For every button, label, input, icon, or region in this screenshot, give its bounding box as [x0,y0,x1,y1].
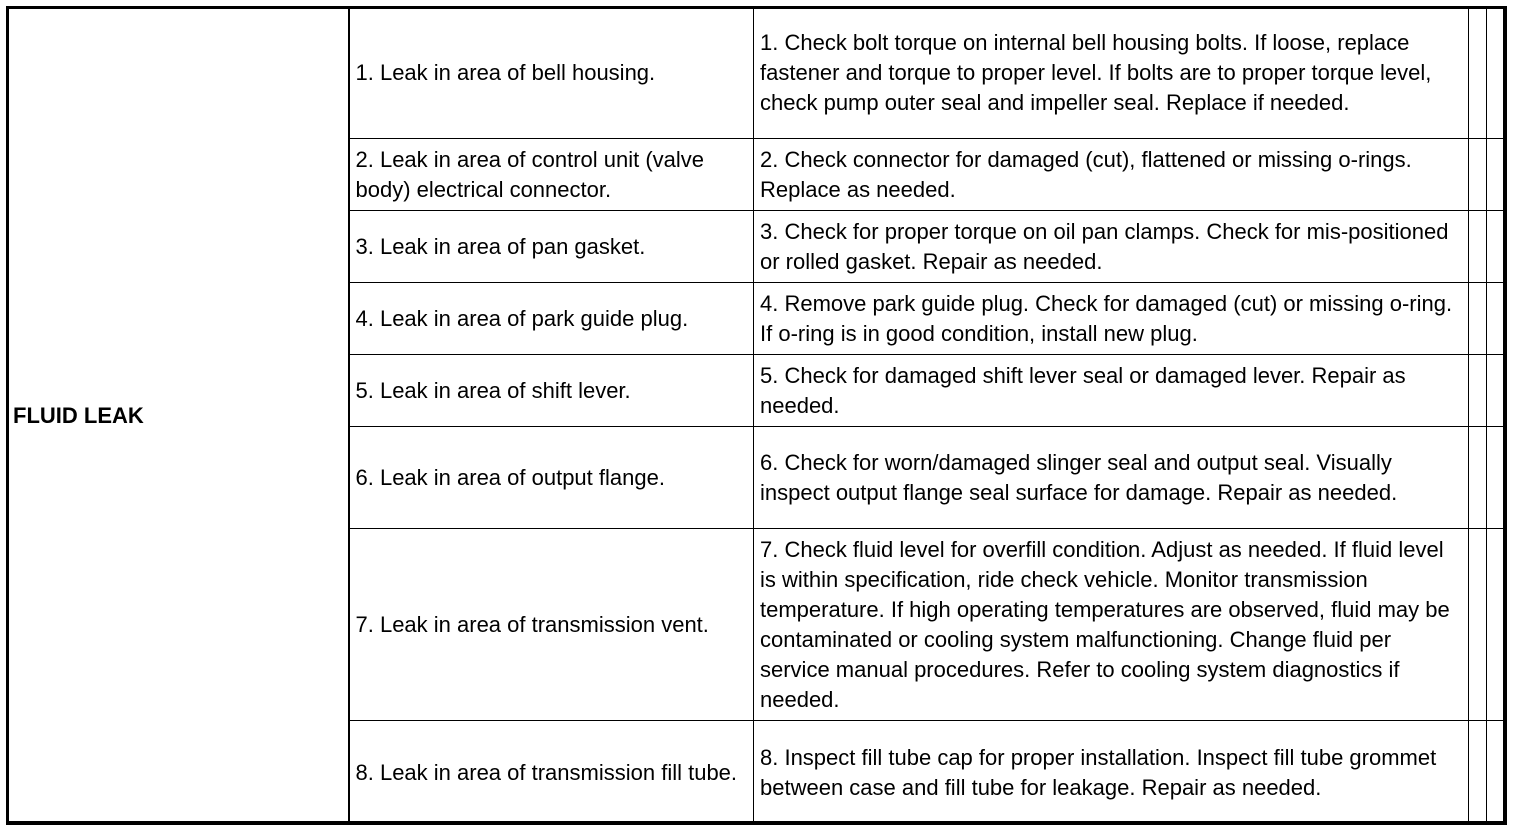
cause-cell: 4. Leak in area of park guide plug. [349,283,754,355]
action-cell: 7. Check fluid level for overfill condition. Adjust as needed. If fluid level is within specification, ride check vehicle. Monitor transmission temperature. If high operating temperatures are observed, fluid may be contaminated or cooling system malfunctioning. Change fluid per service manual procedures. Refer to cooling system diagnostics if needed. [754,529,1469,721]
cause-cell: 3. Leak in area of pan gasket. [349,211,754,283]
action-cell: 4. Remove park guide plug. Check for damaged (cut) or missing o-ring. If o-ring is in good condition, install new plug. [754,283,1469,355]
action-cell: 2. Check connector for damaged (cut), flattened or missing o-rings. Replace as needed. [754,139,1469,211]
cause-cell: 8. Leak in area of transmission fill tube. [349,721,754,825]
cause-cell: 6. Leak in area of output flange. [349,427,754,529]
action-cell: 5. Check for damaged shift lever seal or damaged lever. Repair as needed. [754,355,1469,427]
cause-cell: 7. Leak in area of transmission vent. [349,529,754,721]
action-cell: 8. Inspect fill tube cap for proper installation. Inspect fill tube grommet between case and fill tube for leakage. Repair as needed. [754,721,1469,825]
action-cell: 1. Check bolt torque on internal bell housing bolts. If loose, replace fastener and torque to proper level. If bolts are to proper torque level, check pump outer seal and impeller seal. Replace if needed. [754,7,1469,139]
cause-cell: 1. Leak in area of bell housing. [349,7,754,139]
action-cell: 3. Check for proper torque on oil pan clamps. Check for mis-positioned or rolled gasket. Repair as needed. [754,211,1469,283]
action-cell: 6. Check for worn/damaged slinger seal and output seal. Visually inspect output flange seal surface for damage. Repair as needed. [754,427,1469,529]
table-border [6,6,1506,824]
cause-cell: 5. Leak in area of shift lever. [349,355,754,427]
symptom-cell: FLUID LEAK [7,7,349,825]
cause-cell: 2. Leak in area of control unit (valve body) electrical connector. [349,139,754,211]
